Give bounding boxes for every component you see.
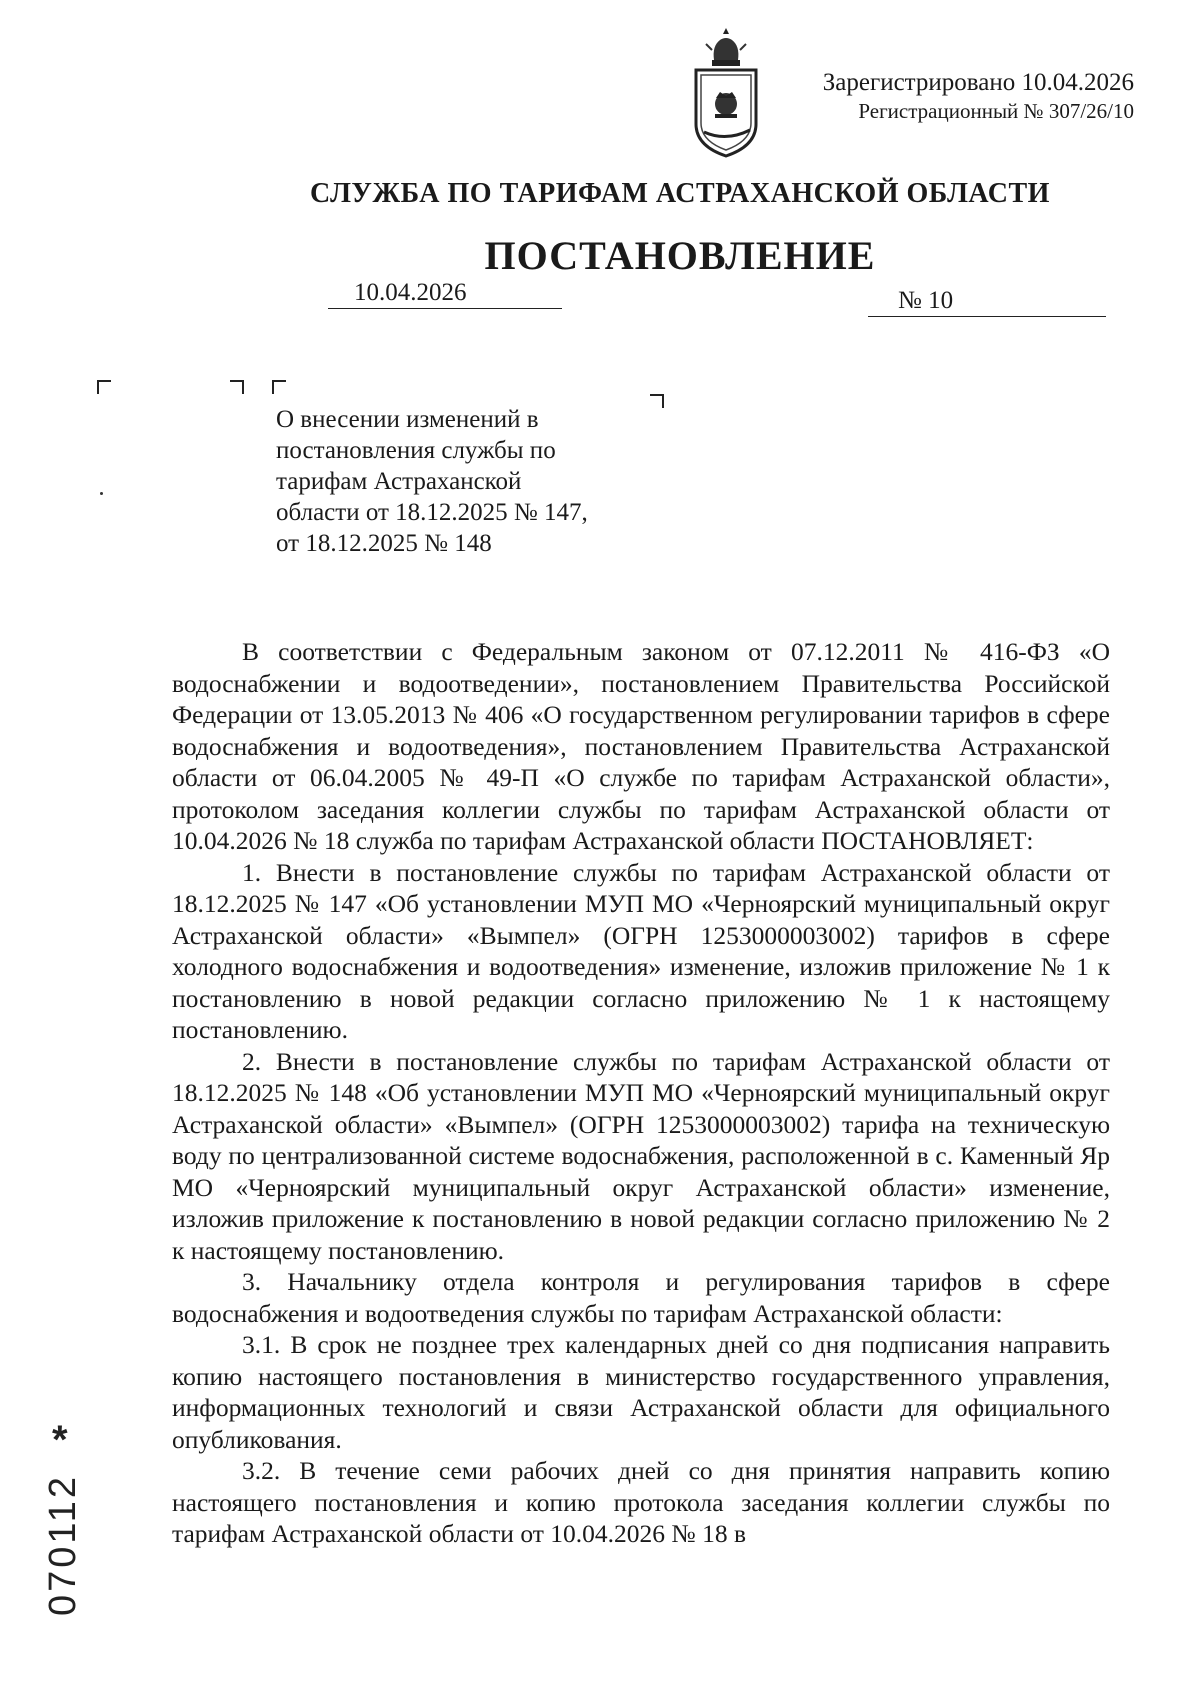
- corner-mark: [97, 380, 111, 394]
- subject-line: постановления службы по: [276, 437, 556, 464]
- side-star-mark: *: [52, 1418, 68, 1462]
- document-date: 10.04.2026: [328, 278, 562, 309]
- corner-mark: [650, 394, 664, 408]
- clause-3-paragraph: 3. Начальнику отдела контроля и регулирования тарифов в сфере водоснабжения и водоотведения службы по тарифам Астраханской области:: [172, 1267, 1110, 1328]
- subject-line: области от 18.12.2025 № 147,: [276, 499, 588, 526]
- subject-line: О внесении изменений в: [276, 406, 539, 433]
- clause-3-1-paragraph: 3.1. В срок не позднее трех календарных дней со дня подписания направить копию настоящего постановления в министерство государственного управления, информационных технологий и связи Астраханской области для официального опубликования.: [172, 1330, 1110, 1454]
- coat-of-arms-emblem: [690, 24, 762, 160]
- clause-3-2-paragraph: 3.2. В течение семи рабочих дней со дня принятия направить копию настоящего постановления и копию протокола заседания коллегии службы по тарифам Астраханской области от 10.04.2026 № 18 в: [172, 1456, 1110, 1548]
- preamble-paragraph: В соответствии с Федеральным законом от 07.12.2011 № 416-ФЗ «О водоснабжении и водоотведении», постановлением Правительства Российской Федерации от 13.05.2013 № 406 «О государственном регулировании тарифов в сфере водоснабжения и водоотведения», постановлением Правительства Астраханской области от 06.04.2005 № 49-П «О службе по тарифам Астраханской области», протоколом заседания коллегии службы по тарифам Астраханской области от 10.04.2026 № 18 служба по тарифам Астраханской области ПОСТАНОВЛЯЕТ:: [172, 637, 1110, 855]
- document-number: № 10: [868, 286, 1106, 317]
- registered-date: Зарегистрировано 10.04.2026: [822, 69, 1134, 96]
- subject-line: от 18.12.2025 № 148: [276, 530, 492, 557]
- side-document-code: 070112: [42, 1474, 84, 1616]
- registration-number: Регистрационный № 307/26/10: [858, 99, 1134, 123]
- document-subject: [276, 404, 636, 559]
- speck-mark: [100, 492, 103, 495]
- corner-mark: [230, 380, 244, 394]
- registration-stamp: [823, 68, 1134, 124]
- document-body: [172, 636, 1110, 1550]
- clause-2-paragraph: 2. Внести в постановление службы по тарифам Астраханской области от 18.12.2025 № 148 «Об установлении МУП МО «Черноярский муниципальный округ Астраханской области» «Вымпел» (ОГРН 1253000003002) тарифа на техническую воду по централизованной системе водоснабжения, расположенной в с. Каменный Яр МО «Черноярский муниципальный округ Астраханской области» изменение, изложив приложение к постановлению в новой редакции согласно приложению № 2 к настоящему постановлению.: [172, 1046, 1110, 1265]
- agency-name: СЛУЖБА ПО ТАРИФАМ АСТРАХАНСКОЙ ОБЛАСТИ: [310, 178, 1050, 209]
- document-type: ПОСТАНОВЛЕНИЕ: [484, 233, 876, 278]
- corner-mark: [272, 380, 286, 394]
- subject-line: тарифам Астраханской: [276, 468, 522, 495]
- clause-1-paragraph: 1. Внести в постановление службы по тарифам Астраханской области от 18.12.2025 № 147 «Об установлении МУП МО «Черноярский муниципальный округ Астраханской области» «Вымпел» (ОГРН 1253000003002) тарифов в сфере холодного водоснабжения и водоотведения» изменение, изложив приложение № 1 к постановлению в новой редакции согласно приложению № 1 к настоящему постановлению.: [172, 857, 1110, 1044]
